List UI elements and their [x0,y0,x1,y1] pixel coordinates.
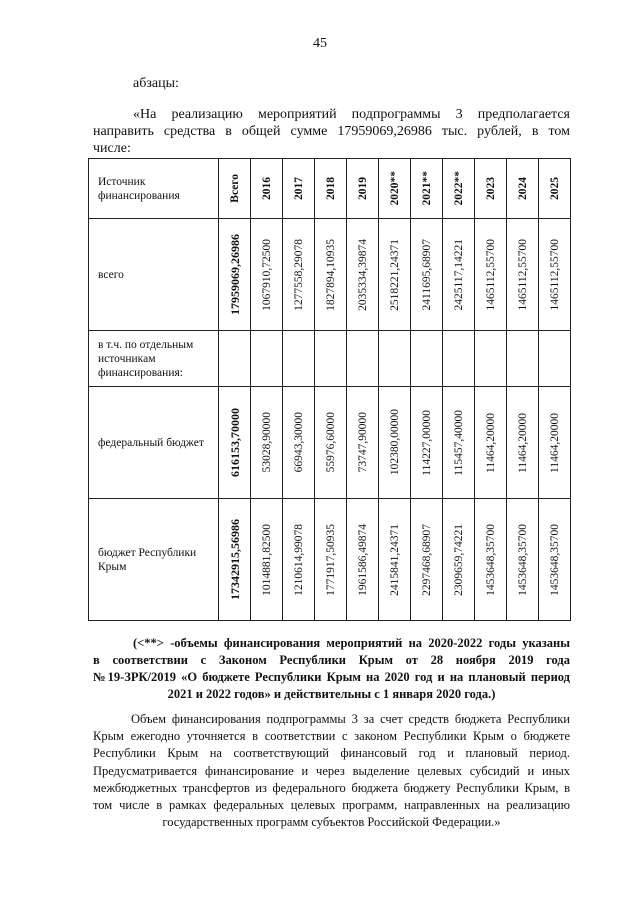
table-cell [411,331,443,387]
table-cell [315,387,347,499]
header-label: 2021** [420,171,433,206]
table-row-crimea [89,499,571,621]
table-cell [315,331,347,387]
footnote-line-4: 2021 и 2022 годов» и действительны с 1 января 2020 года.) [167,687,496,701]
cell-value: 11464,20000 [548,412,561,473]
table-cell [251,219,283,331]
cell-value: 53028,90000 [260,412,273,473]
table-cell [475,387,507,499]
header-cell-2020 [379,159,411,219]
table-cell [411,499,443,621]
header-label: 2016 [260,177,273,200]
header-cell-2022 [443,159,475,219]
header-cell-2023 [475,159,507,219]
cell-value: 17342915,56986 [227,519,242,600]
cell-value: 1277558,29078 [292,238,305,311]
table-cell [379,499,411,621]
cell-value: 2518221,24371 [388,238,401,311]
table-cell [315,219,347,331]
cell-value: 1453648,35700 [548,523,561,596]
table-cell [411,219,443,331]
table-row-federal [89,387,571,499]
intro-label: абзацы: [133,76,179,91]
header-label: 2022** [452,171,465,206]
table-cell [507,331,539,387]
cell-value: 73747,90000 [356,412,369,473]
table-cell [283,499,315,621]
header-cell-2025 [539,159,571,219]
table-cell [539,219,571,331]
header-label: Всего [228,174,241,203]
body-line-1: Объем финансирования подпрограммы 3 за счет средств бюджета Республики [131,712,570,726]
header-cell-2021 [411,159,443,219]
header-cell-2018 [315,159,347,219]
table-cell [283,331,315,387]
footnote [93,635,570,703]
page-number: 45 [313,36,327,51]
body-line-2: Крым ежегодно уточняется в соответствии с законом Республики Крым о бюджете [93,729,570,744]
intro-line-3: числе: [93,141,131,156]
body-line-5: межбюджетных трансфертов из федерального бюджета бюджету Республики Крым, в [93,780,570,795]
table-cell [507,387,539,499]
header-label: 2023 [484,177,497,200]
cell-value: 66943,30000 [292,412,305,473]
cell-value: 2425117,14221 [452,238,465,311]
header-source-cell: Источник финансирования [89,159,219,219]
body-line-6: том числе в рамках федеральных целевых программ, направленных на реализацию [93,798,570,813]
header-cell-2024 [507,159,539,219]
cell-value: 114227,00000 [420,409,433,476]
table-cell [251,331,283,387]
body-line-3: Республики Крым на соответствующий финансовый год и плановый период. [93,746,570,761]
cell-value: 616153,70000 [227,408,242,477]
table-cell [539,331,571,387]
table-cell [219,499,251,621]
footnote-line-1: (<**> -объемы финансирования мероприятий на 2020-2022 годы указаны [133,636,570,650]
header-label: 2020** [388,171,401,206]
table-cell [347,331,379,387]
table-cell [219,387,251,499]
cell-value: 2411695,68907 [420,238,433,311]
header-label: 2018 [324,177,337,200]
cell-value: 1465112,55700 [548,238,561,311]
row-label: в т.ч. по отдельным источникам финансирования: [89,331,219,387]
cell-value: 1453648,35700 [484,523,497,596]
body-line-4: Предусматривается финансирование и через выделение целевых субсидий и иных [93,763,570,778]
header-cell-total [219,159,251,219]
cell-value: 1465112,55700 [516,238,529,311]
table-cell [219,219,251,331]
table-cell [443,499,475,621]
cell-value: 102380,00000 [388,409,401,476]
cell-value: 1961586,49874 [356,523,369,596]
table-row-subheader [89,331,571,387]
cell-value: 2309659,74221 [452,523,465,596]
table-cell [443,219,475,331]
cell-value: 1827894,10935 [324,238,337,311]
header-label: 2017 [292,177,305,200]
funding-table [88,158,571,621]
table-cell [475,219,507,331]
row-label: всего [89,219,219,331]
table-cell [283,387,315,499]
cell-value: 1453648,35700 [516,523,529,596]
row-label: федеральный бюджет [89,387,219,499]
cell-value: 2297468,68907 [420,523,433,596]
body-line-7: государственных программ субъектов Российской Федерации.» [162,815,501,830]
table-cell [251,387,283,499]
table-cell [347,499,379,621]
intro-line-2: направить средства в общей сумме 17959069,26986 тыс. рублей, в том [93,124,570,139]
cell-value: 11464,20000 [516,412,529,473]
cell-value: 2415841,24371 [388,523,401,596]
table-cell [443,331,475,387]
table-header-row [89,159,571,219]
cell-value: 1014881,82500 [260,523,273,596]
intro-line-1: «На реализацию мероприятий подпрограммы 3 предполагается [133,107,570,122]
table-cell [315,499,347,621]
cell-value: 11464,20000 [484,412,497,473]
cell-value: 2035334,39874 [356,238,369,311]
header-cell-2017 [283,159,315,219]
footnote-line-2: в соответствии с Законом Республики Крым от 28 ноября 2019 года [93,653,570,667]
header-cell-2019 [347,159,379,219]
cell-value: 1210614,99078 [292,523,305,596]
cell-value: 115457,40000 [452,409,465,476]
header-cell-2016 [251,159,283,219]
table-cell [411,387,443,499]
table-cell [443,387,475,499]
cell-value: 1465112,55700 [484,238,497,311]
body-paragraph [93,711,570,831]
header-label: 2024 [516,177,529,200]
table-cell [251,499,283,621]
table-cell [507,219,539,331]
intro-paragraph [93,106,570,157]
table-cell [219,331,251,387]
cell-value: 55976,60000 [324,412,337,473]
cell-value: 1067910,72500 [260,238,273,311]
row-label: бюджет Республики Крым [89,499,219,621]
table-cell [539,387,571,499]
table-cell [347,387,379,499]
table-cell [539,499,571,621]
table-cell [379,219,411,331]
table-cell [379,331,411,387]
table-cell [283,219,315,331]
table-cell [475,331,507,387]
table-cell [379,387,411,499]
table-cell [347,219,379,331]
cell-value: 17959069,26986 [227,234,242,315]
table-row-total [89,219,571,331]
header-label: 2025 [548,177,561,200]
footnote-line-3: №19-ЗРК/2019 «О бюджете Республики Крым на 2020 год и на плановый период [93,670,570,684]
cell-value: 1771917,50935 [324,523,337,596]
table-cell [507,499,539,621]
table-cell [475,499,507,621]
header-label: 2019 [356,177,369,200]
